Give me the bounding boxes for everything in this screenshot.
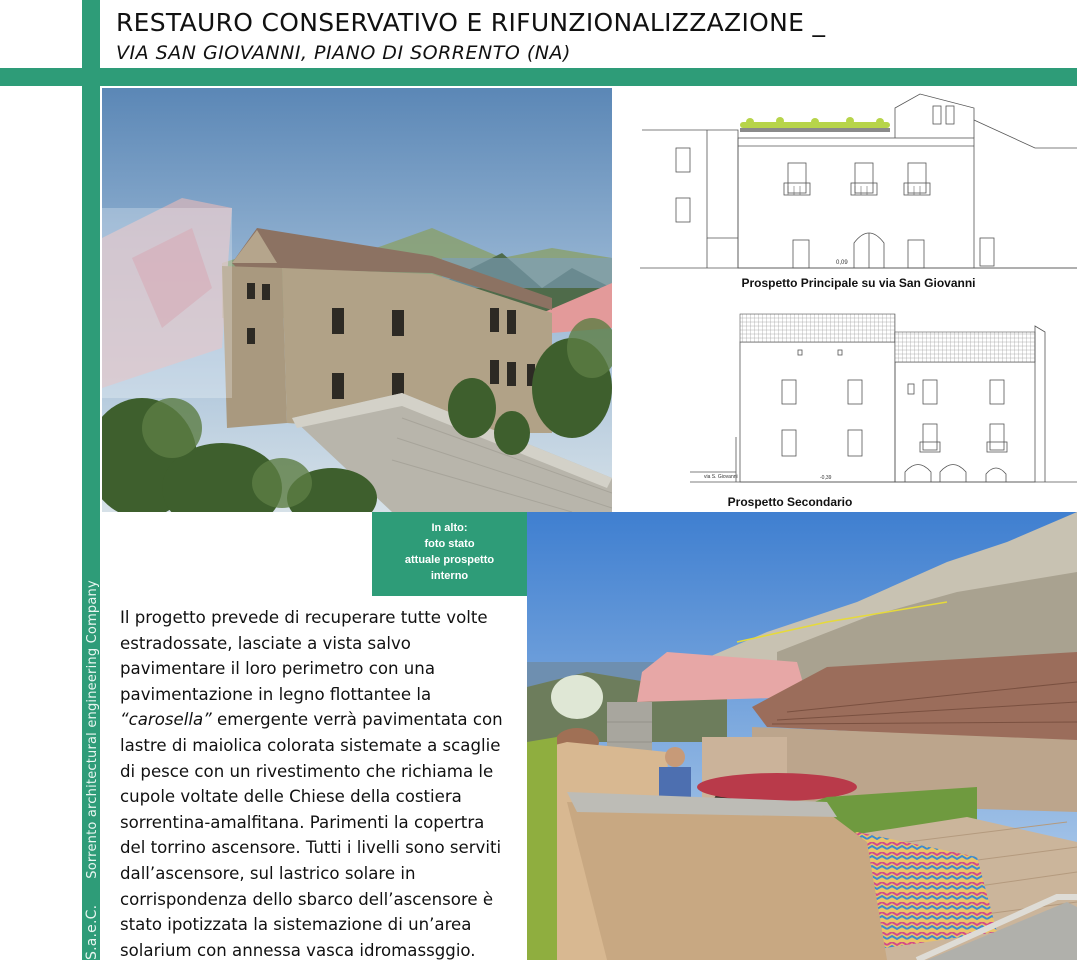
secondary-elevation-drawing [690, 312, 1077, 492]
carosella-term: “carosella” [120, 710, 212, 730]
description-line: di pesce con un rivestimento che richiama le [120, 761, 494, 781]
page-title: RESTAURO CONSERVATIVO E RIFUNZIONALIZZAZIONE _ [116, 8, 826, 37]
secondary-street-label: via S. Giovanni [704, 474, 738, 480]
page-subtitle: VIA SAN GIOVANNI, PIANO DI SORRENTO (NA) [116, 42, 571, 64]
main-elevation-caption: Prospetto Principale su via San Giovanni [741, 276, 976, 290]
main-elevation-drawing [640, 88, 1077, 278]
description-line [120, 707, 520, 733]
description-line: estradossate, lasciate a vista salvo [120, 633, 411, 653]
callout-line: interno [430, 570, 469, 582]
secondary-elevation-caption: Prospetto Secondario [727, 495, 853, 509]
description-line: lastre di maiolica colorata sistemate a scaglie [120, 735, 501, 755]
photo-callout [372, 512, 527, 596]
callout-line: attuale prospetto [404, 554, 495, 566]
description-line: stato ipotizzata la sistemazione di un’area [120, 915, 472, 935]
description-line: corrispondenza dello sbarco dell’ascensore è [120, 889, 494, 909]
secondary-level-label: -0,39 [820, 475, 832, 481]
description-line: dall’ascensore, sul lastrico solare in [120, 863, 416, 883]
description-line: Il progetto prevede di recuperare tutte volte [120, 608, 488, 627]
company-brand [84, 460, 100, 960]
callout-line: In alto: [431, 522, 468, 534]
description-line: sorrentina-amalfitana. Parimenti la copertra [120, 812, 485, 832]
project-description [120, 605, 520, 963]
description-line: pavimentare il loro perimetro con una [120, 659, 435, 679]
description-line: pavimentazione in legno flottantee la [120, 684, 432, 704]
horizontal-green-band [0, 68, 1077, 86]
description-line-rest: emergente verrà pavimentata con [211, 710, 503, 730]
building-render-photo [102, 88, 612, 512]
description-line: solarium con annessa vasca idromassggio. [120, 940, 476, 960]
main-level-label: 0,09 [836, 260, 848, 266]
company-initials: S.a.e.C. [84, 904, 100, 960]
callout-line: foto stato [424, 538, 475, 550]
description-line: del torrino ascensore. Tutti i livelli sono serviti [120, 838, 502, 858]
company-name: Sorrento architectural engineering Company [85, 580, 100, 879]
rooftop-terrace-render [527, 512, 1077, 960]
description-line: cupole voltate delle Chiese della costiera [120, 787, 462, 807]
